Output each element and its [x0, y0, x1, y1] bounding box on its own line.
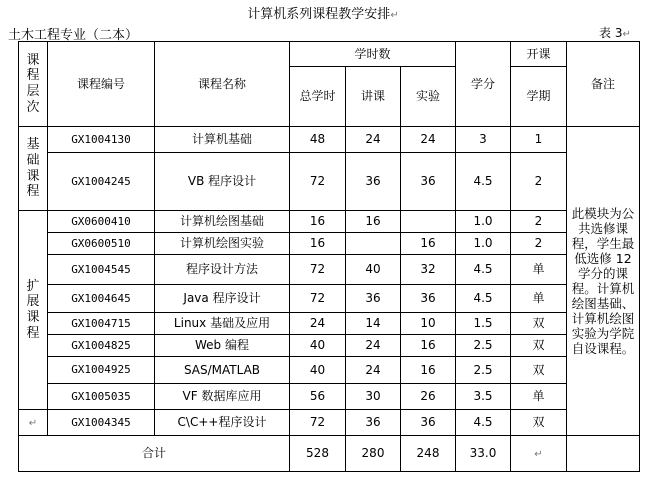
course-code: GX1004130 [48, 127, 155, 153]
total-hours: 72 [290, 410, 346, 436]
table-row [19, 211, 640, 233]
term: 双 [511, 313, 567, 335]
term: 双 [511, 357, 567, 384]
course-name: C\C++程序设计 [155, 410, 290, 436]
lecture-hours: 36 [346, 153, 401, 211]
course-code: GX1004545 [48, 255, 155, 285]
lecture-hours: 36 [346, 410, 401, 436]
course-code: GX1004645 [48, 285, 155, 313]
course-code: GX1004925 [48, 357, 155, 384]
credit: 1.5 [456, 313, 511, 335]
lecture-hours: 24 [346, 357, 401, 384]
document-title: 计算机系列课程教学安排↵ [247, 7, 399, 22]
credit: 2.5 [456, 335, 511, 357]
table-row [19, 255, 640, 285]
term: 2 [511, 233, 567, 255]
table-row [19, 335, 640, 357]
total-hours: 16 [290, 211, 346, 233]
group-basic: 基础课程 [19, 127, 48, 211]
course-name: Linux 基础及应用 [155, 313, 290, 335]
term: 单 [511, 255, 567, 285]
course-name: 程序设计方法 [155, 255, 290, 285]
total-hours: 72 [290, 255, 346, 285]
lecture-hours [346, 233, 401, 255]
course-code: GX0600410 [48, 211, 155, 233]
remark-note: 此模块为公共选修课程，学生最低选修 12 学分的课程。计算机绘图基础、计算机绘图实验为学院自设课程。 [567, 127, 640, 436]
total-hours: 72 [290, 285, 346, 313]
totals-hours: 528 [290, 436, 346, 472]
lab-hours: 10 [401, 313, 456, 335]
course-code: GX1004715 [48, 313, 155, 335]
credit: 4.5 [456, 255, 511, 285]
totals-lecture: 280 [346, 436, 401, 472]
credit: 3.5 [456, 384, 511, 410]
course-table [18, 41, 640, 472]
table-row [19, 285, 640, 313]
credit: 1.0 [456, 211, 511, 233]
lab-hours: 16 [401, 357, 456, 384]
total-hours: 40 [290, 357, 346, 384]
course-name: 计算机绘图实验 [155, 233, 290, 255]
lecture-hours: 16 [346, 211, 401, 233]
credit: 4.5 [456, 153, 511, 211]
group-extended: 扩展课程 [19, 211, 48, 410]
table-row [19, 127, 640, 153]
course-code: GX1004825 [48, 335, 155, 357]
total-hours: 24 [290, 313, 346, 335]
term: 单 [511, 285, 567, 313]
lab-hours: 36 [401, 410, 456, 436]
table-row [19, 313, 640, 335]
header-term-top: 开课 [511, 42, 567, 67]
header-term: 学期 [511, 67, 567, 127]
header-code: 课程编号 [48, 42, 155, 127]
totals-lab: 248 [401, 436, 456, 472]
total-hours: 40 [290, 335, 346, 357]
credit: 4.5 [456, 410, 511, 436]
course-code: GX1005035 [48, 384, 155, 410]
lecture-hours: 24 [346, 127, 401, 153]
lab-hours: 36 [401, 153, 456, 211]
table-row [19, 410, 640, 436]
table-number: 表 3↵ [599, 26, 631, 40]
term: 2 [511, 211, 567, 233]
lab-hours [401, 211, 456, 233]
term: 双 [511, 335, 567, 357]
totals-note [567, 436, 640, 472]
lab-hours: 32 [401, 255, 456, 285]
course-name: 计算机绘图基础 [155, 211, 290, 233]
header-lab: 实验 [401, 67, 456, 127]
lecture-hours: 24 [346, 335, 401, 357]
header-credit: 学分 [456, 42, 511, 127]
table-row [19, 384, 640, 410]
course-name: Java 程序设计 [155, 285, 290, 313]
term: 单 [511, 384, 567, 410]
course-code: GX0600510 [48, 233, 155, 255]
term: 双 [511, 410, 567, 436]
credit: 4.5 [456, 285, 511, 313]
lecture-hours: 36 [346, 285, 401, 313]
lab-hours: 16 [401, 233, 456, 255]
lecture-hours: 30 [346, 384, 401, 410]
lecture-hours: 40 [346, 255, 401, 285]
header-level: 课程层次 [19, 42, 48, 127]
empty-level-cell: ↵ [19, 410, 48, 436]
major-label: 土木工程专业（二本） [8, 28, 139, 43]
total-hours: 56 [290, 384, 346, 410]
total-hours: 16 [290, 233, 346, 255]
course-name: Web 编程 [155, 335, 290, 357]
credit: 1.0 [456, 233, 511, 255]
lab-hours: 36 [401, 285, 456, 313]
header-note: 备注 [567, 42, 640, 127]
table-row [19, 153, 640, 211]
total-hours: 72 [290, 153, 346, 211]
table-row [19, 357, 640, 384]
header-hours: 学时数 [290, 42, 456, 67]
lab-hours: 24 [401, 127, 456, 153]
term: 2 [511, 153, 567, 211]
term: 1 [511, 127, 567, 153]
totals-label: 合计 [19, 436, 290, 472]
totals-row [19, 436, 640, 472]
course-name: VB 程序设计 [155, 153, 290, 211]
lab-hours: 26 [401, 384, 456, 410]
course-name: VF 数据库应用 [155, 384, 290, 410]
lecture-hours: 14 [346, 313, 401, 335]
total-hours: 48 [290, 127, 346, 153]
header-total: 总学时 [290, 67, 346, 127]
course-code: GX1004345 [48, 410, 155, 436]
course-name: SAS/MATLAB [155, 357, 290, 384]
credit: 2.5 [456, 357, 511, 384]
totals-credit: 33.0 [456, 436, 511, 472]
course-code: GX1004245 [48, 153, 155, 211]
course-name: 计算机基础 [155, 127, 290, 153]
credit: 3 [456, 127, 511, 153]
lab-hours: 16 [401, 335, 456, 357]
header-name: 课程名称 [155, 42, 290, 127]
totals-term: ↵ [511, 436, 567, 472]
header-lecture: 讲课 [346, 67, 401, 127]
table-row [19, 233, 640, 255]
